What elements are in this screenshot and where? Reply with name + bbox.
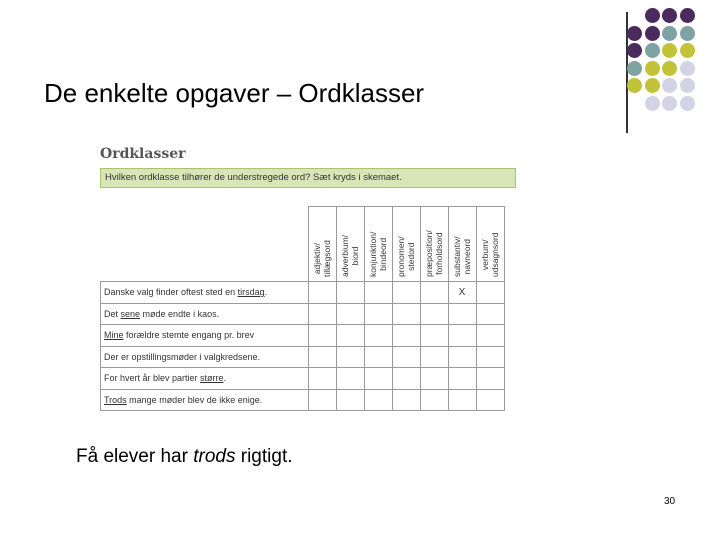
- decor-dot: [662, 78, 677, 93]
- answer-cell: [420, 368, 448, 390]
- table-row: [101, 303, 505, 325]
- table-row: [101, 325, 505, 347]
- sentence-cell: [101, 368, 309, 390]
- answer-cell: [364, 368, 392, 390]
- answer-cell: [308, 325, 336, 347]
- sentence-text: møde endte i kaos.: [140, 308, 220, 319]
- answer-cell: [448, 325, 476, 347]
- answer-cell: [364, 303, 392, 325]
- answer-cell: [364, 282, 392, 304]
- answer-cell: [392, 368, 420, 390]
- decor-dot: [680, 43, 695, 58]
- answer-cell: [336, 303, 364, 325]
- answer-cell: [476, 346, 504, 368]
- page-number: 30: [664, 496, 676, 507]
- answer-cell: [420, 325, 448, 347]
- underlined-word: sene: [120, 308, 141, 319]
- column-label: adverbium/ biord: [340, 234, 360, 277]
- answer-cell: [308, 346, 336, 368]
- answer-cell: [420, 303, 448, 325]
- sentence-cell: [101, 325, 309, 347]
- decor-dot: [662, 96, 677, 111]
- column-label: konjunktion/ bindeord: [368, 231, 388, 277]
- column-header: [448, 207, 476, 282]
- underlined-word: tirsdag: [237, 287, 265, 298]
- decor-dot: [645, 78, 660, 93]
- decor-dot: [627, 61, 642, 76]
- decor-dot: [662, 61, 677, 76]
- sentence-cell: [101, 346, 309, 368]
- answer-cell: [420, 282, 448, 304]
- answer-cell: [392, 282, 420, 304]
- sentence-text: Der er opstillingsmøder i valgkredsene.: [104, 351, 261, 362]
- column-label: præposition/ forholdsord: [424, 230, 444, 277]
- answer-cell: [392, 325, 420, 347]
- sentence-text: mange møder blev de ikke enige.: [126, 394, 263, 405]
- column-header: [392, 207, 420, 282]
- answer-cell: [336, 368, 364, 390]
- underlined-word: Trods: [104, 394, 127, 405]
- decor-dot: [627, 43, 642, 58]
- answer-cell: [392, 346, 420, 368]
- decor-dot: [680, 26, 695, 41]
- sentence-cell: [101, 303, 309, 325]
- answer-cell: [476, 368, 504, 390]
- decor-dot: [662, 26, 677, 41]
- caption-text-end: rigtigt.: [235, 446, 293, 467]
- column-label: substantiv/ navneord: [452, 236, 472, 277]
- answer-cell: X: [448, 282, 476, 304]
- answer-cell: [364, 389, 392, 411]
- decor-dot: [680, 8, 695, 23]
- sentence-text: .: [223, 373, 227, 384]
- decor-dot: [645, 61, 660, 76]
- answer-cell: [420, 389, 448, 411]
- decor-dot: [645, 8, 660, 23]
- column-label: adjektiv/ tillægsord: [312, 240, 332, 277]
- answer-cell: [364, 346, 392, 368]
- decor-dot: [662, 43, 677, 58]
- table-row: [101, 346, 505, 368]
- decor-dot: [627, 26, 642, 41]
- decor-dot: [680, 96, 695, 111]
- sentence-cell: [101, 282, 309, 304]
- word-class-table: [100, 206, 505, 411]
- figure-heading: Ordklasser: [100, 146, 186, 162]
- answer-cell: [448, 303, 476, 325]
- answer-cell: [364, 325, 392, 347]
- answer-cell: [336, 346, 364, 368]
- sentence-cell: [101, 389, 309, 411]
- answer-cell: [308, 282, 336, 304]
- answer-cell: [448, 368, 476, 390]
- decor-dot: [680, 78, 695, 93]
- caption-emphasis: trods: [193, 446, 236, 467]
- decor-dot: [680, 61, 695, 76]
- underlined-word: større: [200, 373, 224, 384]
- answer-cell: [308, 389, 336, 411]
- table-body: [101, 282, 505, 411]
- sentence-text: Danske valg finder oftest sted en: [104, 287, 238, 298]
- decor-dot: [662, 8, 677, 23]
- table-row: [101, 282, 505, 304]
- sentence-text: .: [264, 287, 268, 298]
- answer-cell: [476, 389, 504, 411]
- answer-cell: [308, 303, 336, 325]
- exercise-figure: [100, 142, 520, 414]
- decor-dot: [645, 26, 660, 41]
- answer-cell: [336, 282, 364, 304]
- answer-cell: [392, 389, 420, 411]
- underlined-word: Mine: [104, 330, 124, 341]
- answer-cell: [336, 389, 364, 411]
- answer-cell: [448, 389, 476, 411]
- column-header: [308, 207, 336, 282]
- answer-cell: [392, 303, 420, 325]
- answer-cell: [476, 282, 504, 304]
- caption-text: Få elever har: [76, 446, 194, 467]
- sentence-text: For hvert år blev partier: [104, 373, 201, 384]
- table-corner-cell: [101, 207, 309, 282]
- sentence-text: Det: [104, 308, 121, 319]
- slide-caption: [76, 446, 293, 468]
- slide-title: De enkelte opgaver – Ordklasser: [44, 78, 425, 108]
- column-header: [336, 207, 364, 282]
- answer-cell: [476, 325, 504, 347]
- answer-cell: [336, 325, 364, 347]
- table-row: [101, 389, 505, 411]
- table-header-row: [101, 207, 505, 282]
- column-header: [364, 207, 392, 282]
- column-header: [420, 207, 448, 282]
- decor-dot: [645, 43, 660, 58]
- column-label: pronomen/ stedord: [396, 236, 416, 277]
- sentence-text: forældre stemte engang pr. brev: [123, 330, 255, 341]
- exercise-instruction: Hvilken ordklasse tilhører de understregede ord? Sæt kryds i skemaet.: [100, 168, 516, 188]
- answer-cell: [308, 368, 336, 390]
- decor-dot: [645, 96, 660, 111]
- decor-dot: [627, 78, 642, 93]
- table-row: [101, 368, 505, 390]
- column-header: [476, 207, 504, 282]
- answer-cell: [476, 303, 504, 325]
- column-label: verbum/ udsagnsord: [480, 232, 500, 277]
- answer-cell: [448, 346, 476, 368]
- answer-cell: [420, 346, 448, 368]
